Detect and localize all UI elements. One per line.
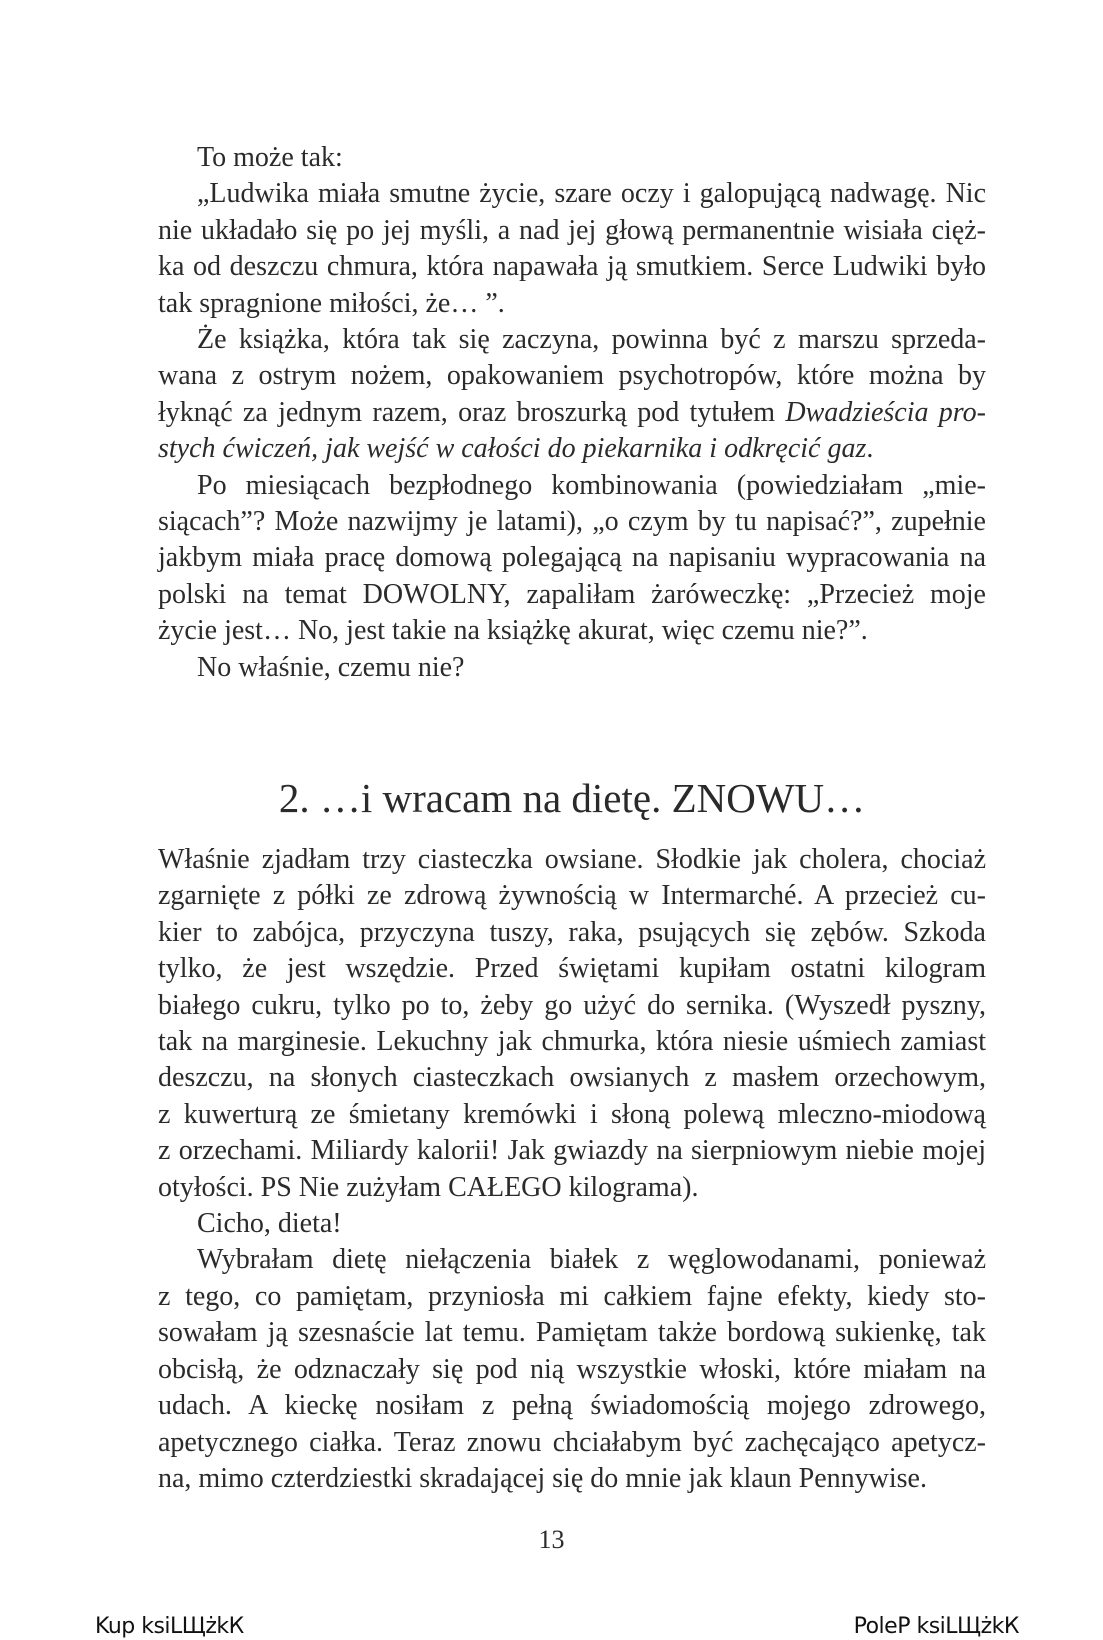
text-line: nie układało się po jej myśli, a nad jej głową permanentnie wisiała cięż-: [158, 214, 986, 246]
text-line: ka od deszczu chmura, która napawała ją smutkiem. Serce Ludwiki było: [158, 251, 986, 283]
text-line: „Ludwika miała smutne życie, szare oczy i galopującą nadwagę. Nic: [197, 178, 986, 210]
buy-book-link[interactable]: Kup ksiLЩżkК: [95, 1614, 244, 1639]
text-line: na, mimo czterdziestki skradającej się do mnie jak klaun Pennywise.: [158, 1462, 927, 1494]
text-line: Że książka, która tak się zaczyna, powinna być z marszu sprzeda-: [197, 324, 986, 356]
text-line: deszczu, na słonych ciasteczkach owsianych z masłem orzechowym,: [158, 1062, 986, 1094]
text-line: To może tak:: [197, 142, 343, 173]
text-line: wana z ostrym nożem, opakowaniem psychotropów, które można by: [158, 360, 986, 392]
section-1-text: [158, 140, 986, 686]
book-title-italic: stych ćwiczeń, jak wejść w całości do piekarnika i odkręcić gaz: [158, 433, 867, 465]
text-line: No właśnie, czemu nie?: [197, 651, 465, 683]
text-line: jakbym miała pracę domową polegającą na napisaniu wypracowania na: [158, 542, 986, 574]
text-line: zgarnięte z półki ze zdrową żywnością w Intermarché. A przecież cu-: [158, 880, 986, 912]
text-run: .: [866, 433, 874, 465]
text-line: białego cukru, tylko po to, żeby go użyć do sernika. (Wyszedł pyszny,: [158, 989, 986, 1021]
text-line: siącach”? Może nazwijmy je latami), „o czym by tu napisać?”, zupełnie: [158, 506, 986, 538]
text-line: z kuwerturą ze śmietany kremówki i słoną polewą mleczno-miodową: [158, 1098, 986, 1130]
text-line: sowałam ją szesnaście lat temu. Pamiętam także bordową sukienkę, tak: [158, 1317, 986, 1349]
recommend-book-link[interactable]: PoleP ksiLЩżkК: [853, 1614, 1019, 1639]
text-line: [158, 395, 986, 431]
text-line: Po miesiącach bezpłodnego kombinowania (powiedziałam „mie-: [197, 469, 986, 501]
text-run: łyknąć za jednym razem, oraz broszurką pod tytułem: [158, 396, 786, 428]
text-line: kier to zabójca, przyczyna tuszy, raka, psujących się zębów. Szkoda: [158, 916, 986, 948]
text-line: Wybrałam dietę niełączenia białek z węglowodanami, ponieważ: [197, 1244, 986, 1276]
text-line: z tego, co pamiętam, przyniosła mi całkiem fajne efekty, kiedy sto-: [158, 1280, 986, 1312]
text-line: z orzechami. Miliardy kalorii! Jak gwiazdy na sierpniowym niebie mojej: [158, 1135, 986, 1167]
text-line: Właśnie zjadłam trzy ciasteczka owsiane. Słodkie jak cholera, chociaż: [158, 844, 986, 875]
text-line: [158, 431, 986, 467]
text-line: otyłości. PS Nie zużyłam CAŁEGO kilograma).: [158, 1171, 699, 1203]
page-number: 13: [538, 1525, 565, 1554]
text-line: tylko, że jest wszędzie. Przed świętami kupiłam ostatni kilogram: [158, 953, 986, 985]
text-line: Cicho, dieta!: [197, 1208, 342, 1240]
text-line: polski na temat DOWOLNY, zapaliłam żaróweczkę: „Przecież moje: [158, 578, 986, 610]
text-line: apetycznego ciałka. Teraz znowu chciałabym być zachęcająco apetycz-: [158, 1426, 986, 1458]
chapter-heading: 2. …i wracam na dietę. ZNOWU…: [278, 775, 866, 821]
text-line: udach. A kieckę nosiłam z pełną świadomością mojego zdrowego,: [158, 1390, 986, 1422]
text-line: tak spragnione miłości, że… ”.: [158, 287, 505, 319]
book-title-italic: Dwadzieścia pro-: [785, 396, 986, 428]
text-line: obcisłą, że odznaczały się pod nią wszystkie włoski, które miałam na: [158, 1353, 986, 1385]
text-line: życie jest… No, jest takie na książkę akurat, więc czemu nie?”.: [158, 615, 868, 647]
section-2-text: [158, 842, 986, 1497]
text-line: tak na marginesie. Lekuchny jak chmurka, która niesie uśmiech zamiast: [158, 1026, 986, 1058]
